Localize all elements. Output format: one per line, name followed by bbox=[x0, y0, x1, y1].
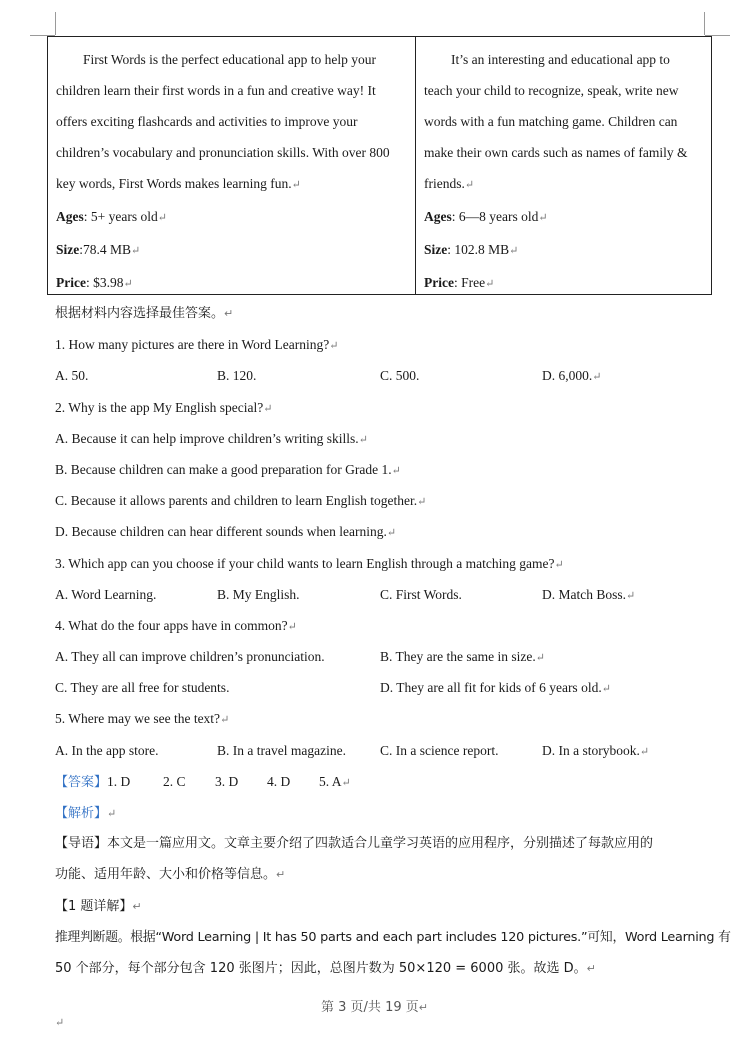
option: B. My English. bbox=[217, 586, 300, 602]
app-ages: Ages: 6—8 years old↵ bbox=[424, 209, 548, 224]
options-4b bbox=[55, 672, 715, 703]
options-3 bbox=[55, 579, 715, 610]
app-ages: Ages: 5+ years old↵ bbox=[56, 209, 167, 224]
app-description: It’s an interesting and educational app to teach your child to recognize, speak, write new words with a fun matching game. Children can make their own cards such as names of family & friends.↵ bbox=[424, 52, 688, 191]
question-section bbox=[55, 298, 731, 984]
option: C. 500. bbox=[380, 368, 420, 384]
answer-line: 【答案】1. D 2. C 3. D 4. D 5. A↵ bbox=[55, 773, 351, 790]
option: D. Match Boss.↵ bbox=[542, 586, 636, 602]
option: A. 50. bbox=[55, 368, 89, 384]
crop-mark bbox=[704, 12, 705, 35]
app-price: Price: $3.98↵ bbox=[56, 275, 133, 290]
app-cell-match-boss bbox=[416, 37, 711, 294]
options-4a bbox=[55, 641, 715, 672]
instruction: 根据材料内容选择最佳答案。↵ bbox=[55, 306, 234, 321]
option: B. Because children can make a good preparation for Grade 1.↵ bbox=[55, 461, 401, 477]
option: D. They are all fit for kids of 6 years old.↵ bbox=[380, 680, 611, 696]
detail-line-1: 推理判断题。根据“Word Learning | It has 50 parts and each part includes 120 pictures.”可知，Word Learning 有 bbox=[55, 929, 731, 945]
app-size: Size: 102.8 MB↵ bbox=[424, 242, 519, 257]
option: A. They all can improve children’s pronunciation. bbox=[55, 649, 325, 665]
option: C. In a science report. bbox=[380, 742, 499, 758]
paragraph-mark: ↵ bbox=[55, 1017, 65, 1029]
options-5 bbox=[55, 735, 715, 766]
option: A. Because it can help improve children’s writing skills.↵ bbox=[55, 430, 368, 446]
question-3: 3. Which app can you choose if your child wants to learn English through a matching game?↵ bbox=[55, 555, 564, 571]
option: C. They are all free for students. bbox=[55, 680, 230, 696]
question-5: 5. Where may we see the text?↵ bbox=[55, 711, 230, 727]
app-price: Price: Free↵ bbox=[424, 275, 495, 290]
detail-line-2: 50 个部分，每个部分包含 120 张图片；因此，总图片数为 50×120 = 6000 张。故选 D。↵ bbox=[55, 960, 596, 976]
option: B. They are the same in size.↵ bbox=[380, 649, 545, 665]
detail-heading: 【1 题详解】↵ bbox=[55, 898, 142, 914]
question-1: 1. How many pictures are there in Word Learning?↵ bbox=[55, 337, 339, 353]
question-2: 2. Why is the app My English special?↵ bbox=[55, 399, 273, 415]
option: A. Word Learning. bbox=[55, 586, 157, 602]
analysis-heading: 【解析】↵ bbox=[55, 806, 117, 821]
option: C. Because it allows parents and children to learn English together.↵ bbox=[55, 493, 427, 509]
app-table bbox=[47, 36, 712, 295]
option: C. First Words. bbox=[380, 586, 462, 602]
app-cell-first-words bbox=[48, 37, 416, 294]
answer-tag: 【答案】 bbox=[55, 774, 108, 790]
option: D. Because children can hear different sounds when learning.↵ bbox=[55, 524, 397, 540]
question-4: 4. What do the four apps have in common?↵ bbox=[55, 617, 297, 633]
option: B. 120. bbox=[217, 368, 257, 384]
app-size: Size:78.4 MB↵ bbox=[56, 242, 141, 257]
guide-line-2: 功能、适用年龄、大小和价格等信息。↵ bbox=[55, 867, 286, 883]
option: D. 6,000.↵ bbox=[542, 368, 602, 384]
options-1 bbox=[55, 360, 715, 391]
page-footer: 第 3 页/共 19 页↵ bbox=[321, 1000, 428, 1015]
option: D. In a storybook.↵ bbox=[542, 742, 650, 758]
option: A. In the app store. bbox=[55, 742, 159, 758]
crop-mark bbox=[55, 12, 56, 35]
guide-line-1: 【导语】本文是一篇应用文。文章主要介绍了四款适合儿童学习英语的应用程序，分别描述了每款应用的 bbox=[55, 836, 654, 852]
app-description: First Words is the perfect educational app to help your children learn their first words in a fun and creative way! It offers exciting flashcards and activities to improve your children’s vocabulary and pronunciation skills. With over 800 key words, First Words makes learning fun.↵ bbox=[56, 52, 390, 191]
option: B. In a travel magazine. bbox=[217, 742, 346, 758]
